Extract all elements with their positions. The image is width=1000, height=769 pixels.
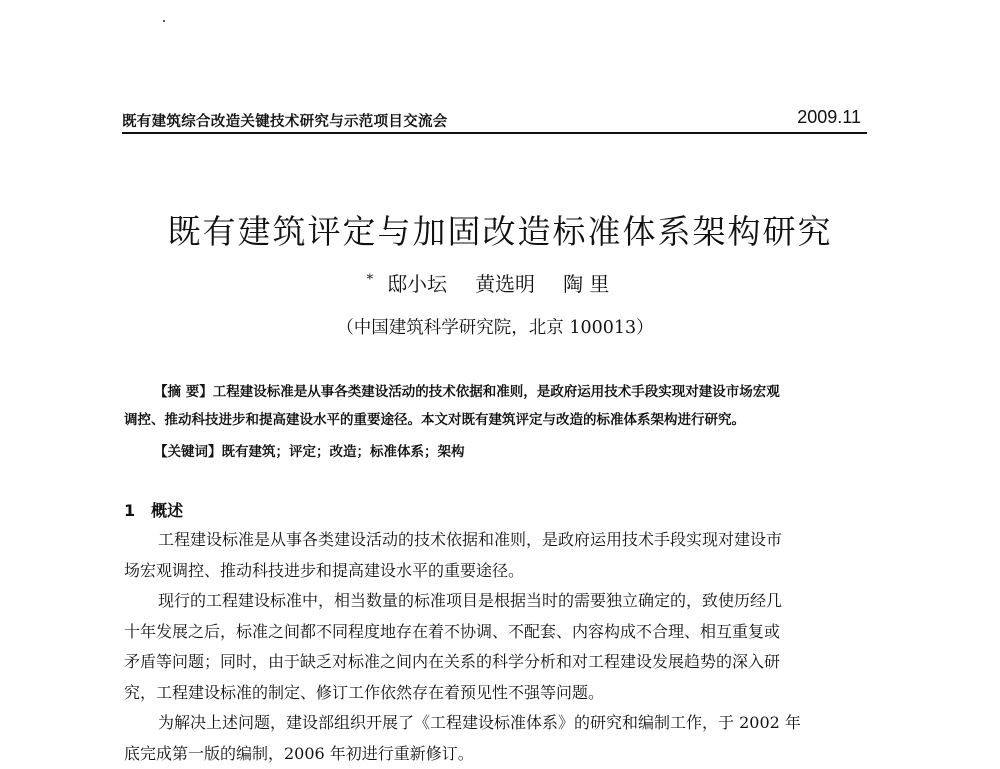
- abstract-text: 工程建设标准是从事各类建设活动的技术依据和准则，是政府运用技术手段实现对建设市场宏观: [213, 384, 780, 400]
- author-name: 黄选明: [475, 272, 535, 296]
- keywords-label: 【关键词】: [154, 444, 222, 460]
- paper-title: 既有建筑评定与加固改造标准体系架构研究: [0, 206, 1000, 253]
- abstract-line-2: 调控、推动科技进步和提高建设水平的重要途径。本文对既有建筑评定与改造的标准体系架构进行研究。: [124, 406, 866, 434]
- author-name: 邸小坛: [387, 272, 447, 296]
- affiliation: （中国建筑科学研究院，北京 100013）: [0, 314, 990, 339]
- header-rule: [122, 132, 867, 134]
- body-line: 十年发展之后，标准之间都不同程度地存在着不协调、不配套、内容构成不合理、相互重复或: [124, 617, 869, 648]
- abstract: [124, 378, 866, 434]
- corresponding-marker: *: [367, 272, 374, 287]
- scan-speck: [163, 20, 165, 22]
- keywords-text: 既有建筑；评定；改造；标准体系；架构: [222, 444, 465, 460]
- conference-name: 既有建筑综合改造关键技术研究与示范项目交流会: [122, 110, 448, 131]
- keywords: [154, 440, 465, 460]
- author-list: [0, 268, 990, 297]
- section-heading: [124, 498, 183, 521]
- section-title: 概述: [151, 501, 183, 520]
- section-number: 1: [124, 501, 135, 520]
- body-text: [124, 525, 869, 769]
- body-line: 工程建设标准是从事各类建设活动的技术依据和准则，是政府运用技术手段实现对建设市: [124, 525, 869, 556]
- running-header: [122, 106, 867, 134]
- body-line: 为解决上述问题，建设部组织开展了《工程建设标准体系》的研究和编制工作，于 2002 年: [124, 708, 869, 739]
- body-line: 矛盾等问题；同时，由于缺乏对标准之间内在关系的科学分析和对工程建设发展趋势的深入研: [124, 647, 869, 678]
- author-name: 陶 里: [563, 272, 609, 296]
- body-line: 底完成第一版的编制，2006 年初进行重新修订。: [124, 739, 869, 769]
- body-line: 场宏观调控、推动科技进步和提高建设水平的重要途径。: [124, 556, 869, 587]
- issue-date: 2009.11: [797, 107, 861, 128]
- abstract-line-1: [124, 378, 866, 406]
- body-line: 现行的工程建设标准中，相当数量的标准项目是根据当时的需要独立确定的，致使历经几: [124, 586, 869, 617]
- body-line: 究，工程建设标准的制定、修订工作依然存在着预见性不强等问题。: [124, 678, 869, 709]
- abstract-label: 【摘 要】: [154, 384, 213, 400]
